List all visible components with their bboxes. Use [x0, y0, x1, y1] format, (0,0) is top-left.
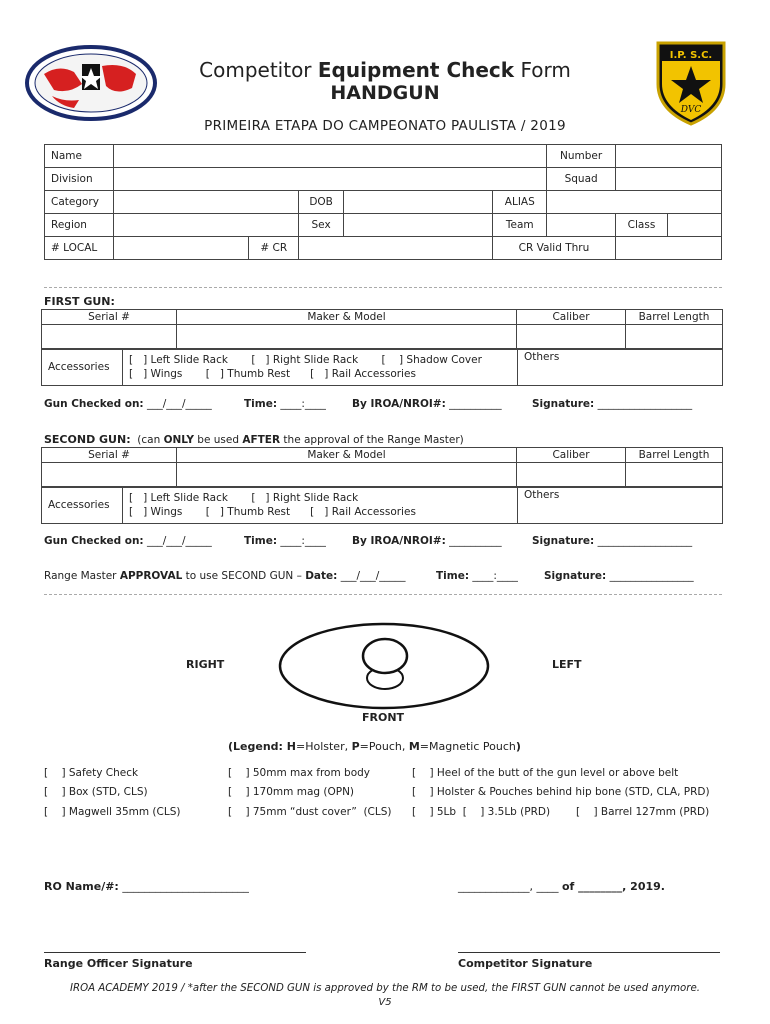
first-caliber-header: Caliber	[517, 310, 626, 325]
first-caliber-field[interactable]	[517, 325, 626, 350]
competitor-signature-line[interactable]	[458, 952, 720, 953]
check-holster[interactable]: [ ] Holster & Pouches behind hip bone (STD, CLA, PRD)	[412, 786, 710, 798]
region-field[interactable]	[113, 214, 299, 237]
second-by-blank[interactable]: __________	[445, 535, 502, 547]
second-checked-label: Gun Checked on: ___/___/_____	[44, 535, 212, 547]
footer-note: IROA ACADEMY 2019 / *after the SECOND GUN is approved by the RM to be used, the FIRST GUN cannot be used anymore.	[70, 983, 700, 994]
second-accessories-label: Accessories	[42, 487, 123, 524]
first-acc-line2: [ ] Wings [ ] Thumb Rest [ ] Rail Accessories	[129, 368, 416, 380]
check-safety[interactable]: [ ] Safety Check	[44, 767, 139, 779]
body-diagram	[276, 620, 492, 712]
check-75mm[interactable]: [ ] 75mm “dust cover” (CLS)	[228, 806, 392, 818]
first-maker-field[interactable]	[177, 325, 517, 350]
second-accessories-options[interactable]	[123, 487, 518, 524]
division-field[interactable]	[113, 168, 547, 191]
team-field[interactable]	[547, 214, 615, 237]
label-dob: DOB	[299, 191, 343, 214]
form-title: Competitor Equipment Check Form	[199, 58, 571, 82]
name-field[interactable]	[113, 145, 547, 168]
competitor-info-table	[44, 144, 722, 260]
first-gun-table	[41, 309, 723, 350]
ro-signature-line[interactable]	[44, 952, 306, 953]
label-sex: Sex	[299, 214, 343, 237]
svg-text:DVC: DVC	[680, 105, 702, 115]
second-checked-blank[interactable]: ___/___/_____	[143, 535, 212, 547]
first-checked-blank[interactable]: ___/___/_____	[143, 398, 212, 410]
second-acc-line1: [ ] Left Slide Rack [ ] Right Slide Rack	[129, 492, 359, 504]
first-signature-label: Signature: __________________	[532, 398, 693, 410]
competitor-signature-label: Competitor Signature	[458, 957, 593, 970]
first-checked-label: Gun Checked on: ___/___/_____	[44, 398, 212, 410]
approval-signature-blank[interactable]: ________________	[606, 570, 694, 582]
label-name: Name	[45, 145, 114, 168]
check-50mm[interactable]: [ ] 50mm max from body	[228, 767, 370, 779]
label-cr-valid: CR Valid Thru	[493, 237, 616, 260]
version-label: V5	[378, 997, 392, 1008]
first-signature-blank[interactable]: __________________	[594, 398, 693, 410]
right-label: RIGHT	[186, 658, 225, 671]
ro-name-blank[interactable]: _______________________	[118, 880, 249, 893]
first-others-field[interactable]	[518, 349, 723, 386]
check-heel[interactable]: [ ] Heel of the butt of the gun level or above belt	[412, 767, 679, 779]
check-magwell[interactable]: [ ] Magwell 35mm (CLS)	[44, 806, 181, 818]
approval-text: Range Master APPROVAL to use SECOND GUN – Date: ___/___/_____	[44, 570, 406, 582]
cr-field[interactable]	[299, 237, 493, 260]
second-acc-line2: [ ] Wings [ ] Thumb Rest [ ] Rail Accessories	[129, 506, 416, 518]
approval-signature-label: Signature: ________________	[544, 570, 694, 582]
first-accessories-label: Accessories	[42, 349, 123, 386]
label-cr: # CR	[249, 237, 299, 260]
alias-field[interactable]	[547, 191, 722, 214]
second-accessories-table	[41, 486, 723, 524]
first-by-blank[interactable]: __________	[445, 398, 502, 410]
label-category: Category	[45, 191, 114, 214]
approval-time-label: Time: ____:____	[436, 570, 518, 582]
first-others-label: Others	[524, 351, 560, 363]
approval-time-blank[interactable]: ____:____	[469, 570, 518, 582]
first-barrel-field[interactable]	[626, 325, 723, 350]
first-acc-line1: [ ] Left Slide Rack [ ] Right Slide Rack [ ] Shadow Cover	[129, 354, 482, 366]
second-time-label: Time: ____:____	[244, 535, 326, 547]
class-field[interactable]	[668, 214, 722, 237]
category-field[interactable]	[113, 191, 299, 214]
date-row: _____________, ____ of ________, 2019.	[458, 880, 665, 893]
first-serial-field[interactable]	[42, 325, 177, 350]
check-weight[interactable]: [ ] 5Lb [ ] 3.5Lb (PRD)	[412, 806, 551, 818]
second-gun-heading: SECOND GUN: (can ONLY be used AFTER the approval of the Range Master)	[44, 433, 464, 446]
first-barrel-header: Barrel Length	[626, 310, 723, 325]
check-box[interactable]: [ ] Box (STD, CLS)	[44, 786, 148, 798]
form-type: HANDGUN	[330, 82, 440, 104]
front-label: FRONT	[362, 711, 405, 724]
number-field[interactable]	[615, 145, 721, 168]
dob-field[interactable]	[343, 191, 492, 214]
second-by-label: By IROA/NROI#: __________	[352, 535, 502, 547]
legend: (Legend: H=Holster, P=Pouch, M=Magnetic Pouch)	[228, 740, 521, 753]
second-signature-blank[interactable]: __________________	[594, 535, 693, 547]
second-gun-table	[41, 447, 723, 488]
local-field[interactable]	[113, 237, 249, 260]
first-gun-heading: FIRST GUN:	[44, 295, 115, 308]
second-serial-header: Serial #	[42, 448, 177, 463]
second-signature-label: Signature: __________________	[532, 535, 693, 547]
ro-name-row: RO Name/#: _______________________	[44, 880, 249, 893]
first-by-label: By IROA/NROI#: __________	[352, 398, 502, 410]
label-number: Number	[547, 145, 615, 168]
second-time-blank[interactable]: ____:____	[277, 535, 326, 547]
divider	[44, 287, 722, 288]
second-serial-field[interactable]	[42, 463, 177, 488]
second-maker-field[interactable]	[177, 463, 517, 488]
label-alias: ALIAS	[493, 191, 547, 214]
cr-valid-field[interactable]	[615, 237, 721, 260]
first-serial-header: Serial #	[42, 310, 177, 325]
first-accessories-table	[41, 348, 723, 386]
first-time-blank[interactable]: ____:____	[277, 398, 326, 410]
divider	[44, 594, 722, 595]
label-class: Class	[615, 214, 667, 237]
svg-text:I.P. S.C.: I.P. S.C.	[669, 50, 713, 61]
second-others-label: Others	[524, 489, 560, 501]
second-caliber-field[interactable]	[517, 463, 626, 488]
check-barrel[interactable]: [ ] Barrel 127mm (PRD)	[576, 806, 710, 818]
check-170mm[interactable]: [ ] 170mm mag (OPN)	[228, 786, 355, 798]
second-caliber-header: Caliber	[517, 448, 626, 463]
date-blank-1[interactable]: _____________, ____	[458, 880, 562, 893]
second-maker-header: Maker & Model	[177, 448, 517, 463]
first-time-label: Time: ____:____	[244, 398, 326, 410]
first-accessories-options[interactable]	[123, 349, 518, 386]
label-region: Region	[45, 214, 114, 237]
label-team: Team	[493, 214, 547, 237]
label-division: Division	[45, 168, 114, 191]
event-name: PRIMEIRA ETAPA DO CAMPEONATO PAULISTA / 2019	[204, 118, 566, 134]
sex-field[interactable]	[343, 214, 492, 237]
squad-field[interactable]	[615, 168, 721, 191]
second-barrel-header: Barrel Length	[626, 448, 723, 463]
second-others-field[interactable]	[518, 487, 723, 524]
approval-date-blank[interactable]: ___/___/_____	[337, 570, 406, 582]
left-label: LEFT	[552, 658, 582, 671]
second-barrel-field[interactable]	[626, 463, 723, 488]
first-maker-header: Maker & Model	[177, 310, 517, 325]
ro-signature-label: Range Officer Signature	[44, 957, 193, 970]
date-blank-2[interactable]: ________, 2019.	[574, 880, 665, 893]
label-local: # LOCAL	[45, 237, 114, 260]
label-squad: Squad	[547, 168, 615, 191]
